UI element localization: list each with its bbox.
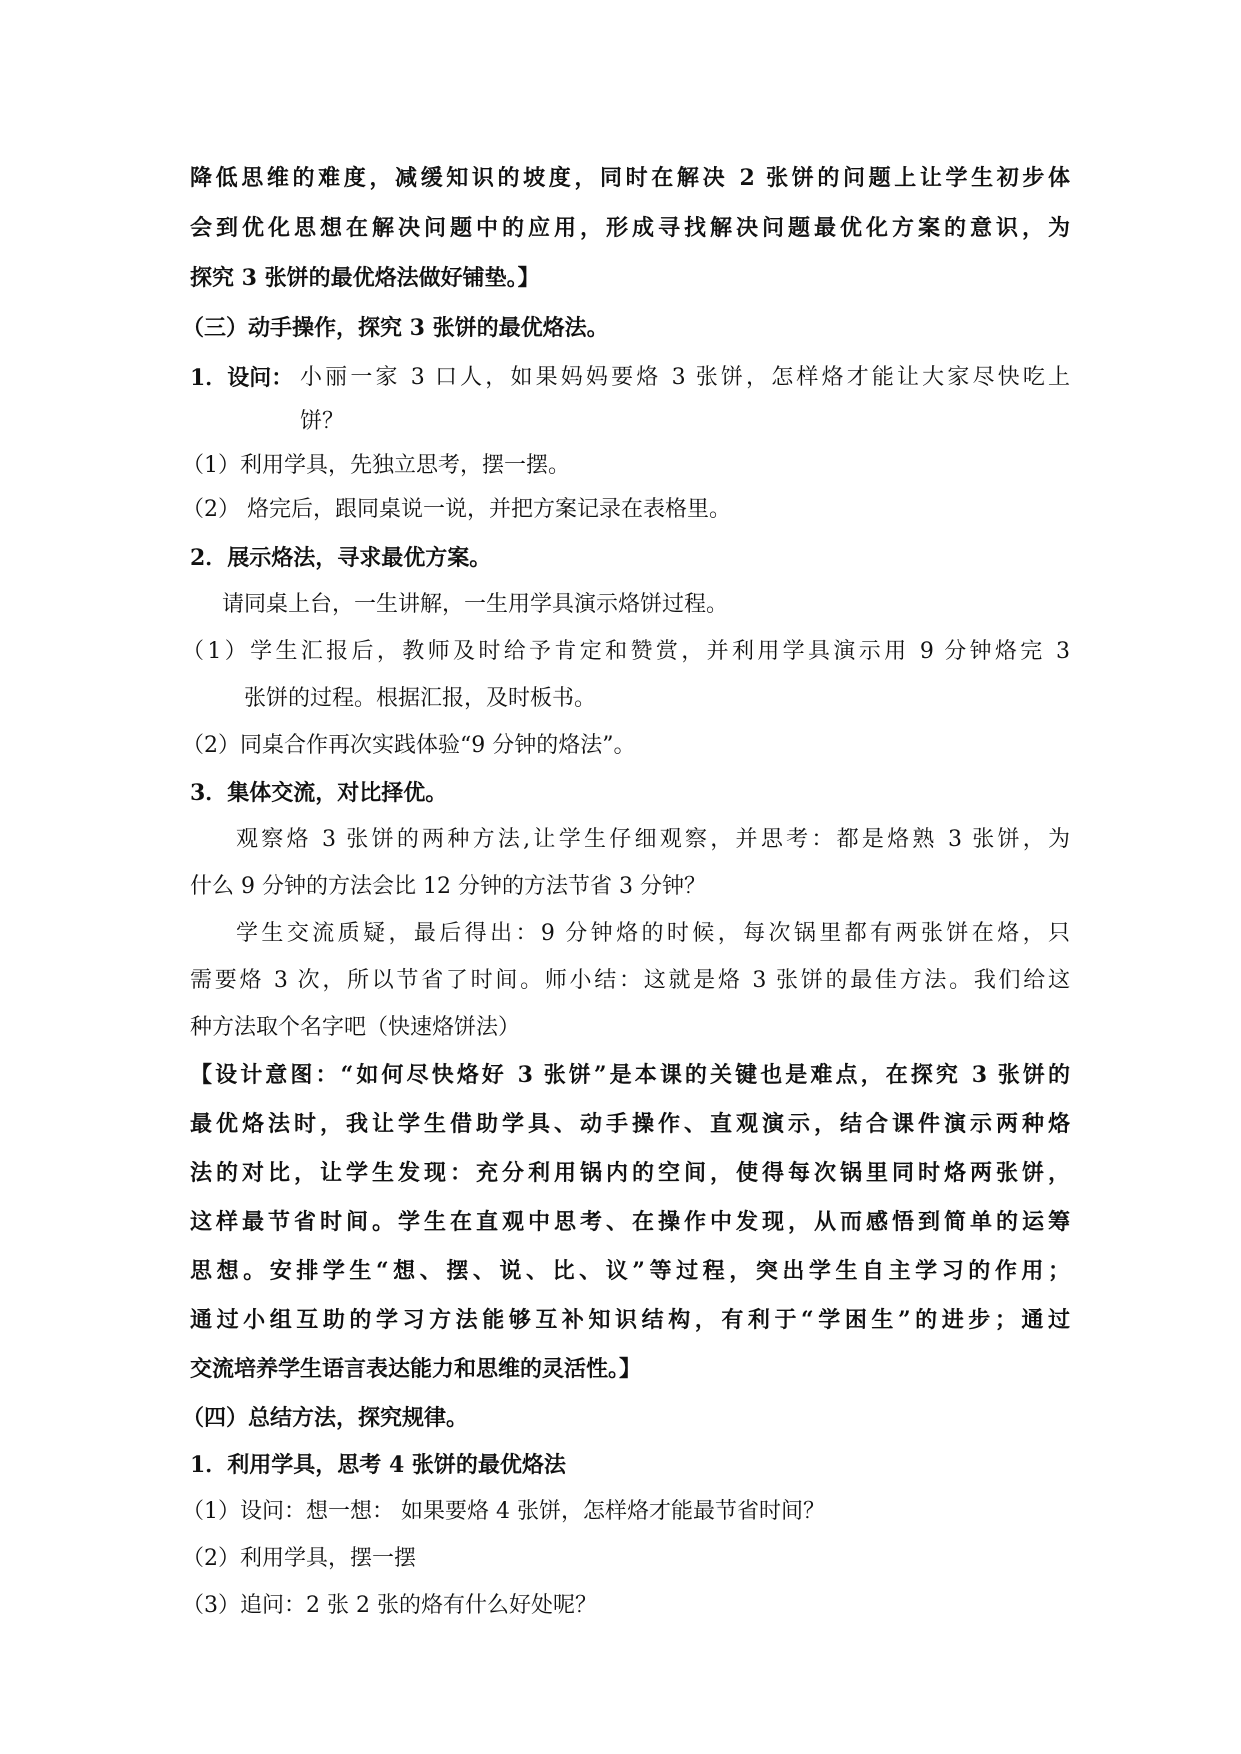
design-intent-line-1: 降低思维的难度，减缓知识的坡度，同时在解决 2 张饼的问题上让学生初步体 [190, 165, 1070, 191]
section-4-heading: （四）总结方法，探究规律。 [182, 1405, 469, 1431]
intent-line-3: 法的对比，让学生发现：充分利用锅内的空间，使得每次锅里同时烙两张饼， [190, 1160, 1070, 1186]
step-4-1: （1）设问：想一想： 如果要烙 4 张饼，怎样烙才能最节省时间？ [182, 1499, 825, 1524]
question-label: 1．设问： [190, 365, 294, 391]
step-1-1: （1）利用学具，先独立思考，摆一摆。 [182, 453, 570, 478]
intent-line-2: 最优烙法时，我让学生借助学具、动手操作、直观演示，结合课件演示两种烙 [190, 1111, 1070, 1137]
intent-line-7: 交流培养学生语言表达能力和思维的灵活性。】 [190, 1356, 642, 1382]
summary-line-1: 学生交流质疑，最后得出：9 分钟烙的时候，每次锅里都有两张饼在烙，只 [236, 921, 1070, 946]
section-3-heading: （三）动手操作，探究 3 张饼的最优烙法。 [182, 315, 609, 341]
step-2-1-line-1: （1）学生汇报后，教师及时给予肯定和赞赏，并利用学具演示用 9 分钟烙完 3 [182, 639, 1070, 664]
section-2-heading: 2．展示烙法，寻求最优方案。 [190, 545, 492, 571]
intent-line-1: 【设计意图：“如何尽快烙好 3 张饼”是本课的关键也是难点，在探究 3 张饼的 [190, 1062, 1070, 1088]
step-1-2: （2） 烙完后，跟同桌说一说，并把方案记录在表格里。 [182, 497, 731, 522]
step-2-2: （2）同桌合作再次实践体验“9 分钟的烙法”。 [182, 733, 636, 758]
observation-line-1: 观察烙 3 张饼的两种方法,让学生仔细观察，并思考：都是烙熟 3 张饼，为 [236, 827, 1070, 852]
section-3-subheading: 3．集体交流，对比择优。 [190, 780, 448, 806]
intent-line-5: 思想。安排学生“想、摆、说、比、议”等过程，突出学生自主学习的作用； [190, 1258, 1070, 1284]
intent-line-6: 通过小组互助的学习方法能够互补知识结构，有利于“学困生”的进步；通过 [190, 1307, 1070, 1333]
step-4-2: （2）利用学具，摆一摆 [182, 1546, 416, 1571]
summary-line-3: 种方法取个名字吧（快速烙饼法） [190, 1015, 521, 1040]
observation-line-2: 什么 9 分钟的方法会比 12 分钟的方法节省 3 分钟？ [190, 874, 706, 899]
section-2-intro: 请同桌上台，一生讲解，一生用学具演示烙饼过程。 [222, 592, 729, 617]
question-text-line-2: 饼？ [300, 409, 345, 434]
intent-line-4: 这样最节省时间。学生在直观中思考、在操作中发现，从而感悟到简单的运筹 [190, 1209, 1070, 1235]
summary-line-2: 需要烙 3 次，所以节省了时间。师小结：这就是烙 3 张饼的最佳方法。我们给这 [190, 968, 1070, 993]
design-intent-line-2: 会到优化思想在解决问题中的应用，形成寻找解决问题最优化方案的意识，为 [190, 215, 1070, 241]
step-2-1-line-2: 张饼的过程。根据汇报，及时板书。 [244, 686, 597, 711]
step-4-3: （3）追问：2 张 2 张的烙有什么好处呢？ [182, 1593, 597, 1618]
question-text-line-1: 小丽一家 3 口人，如果妈妈要烙 3 张饼，怎样烙才能让大家尽快吃上 [300, 365, 1070, 390]
section-4-subheading: 1．利用学具，思考 4 张饼的最优烙法 [190, 1452, 566, 1478]
design-intent-line-3: 探究 3 张饼的最优烙法做好铺垫。】 [190, 265, 540, 291]
